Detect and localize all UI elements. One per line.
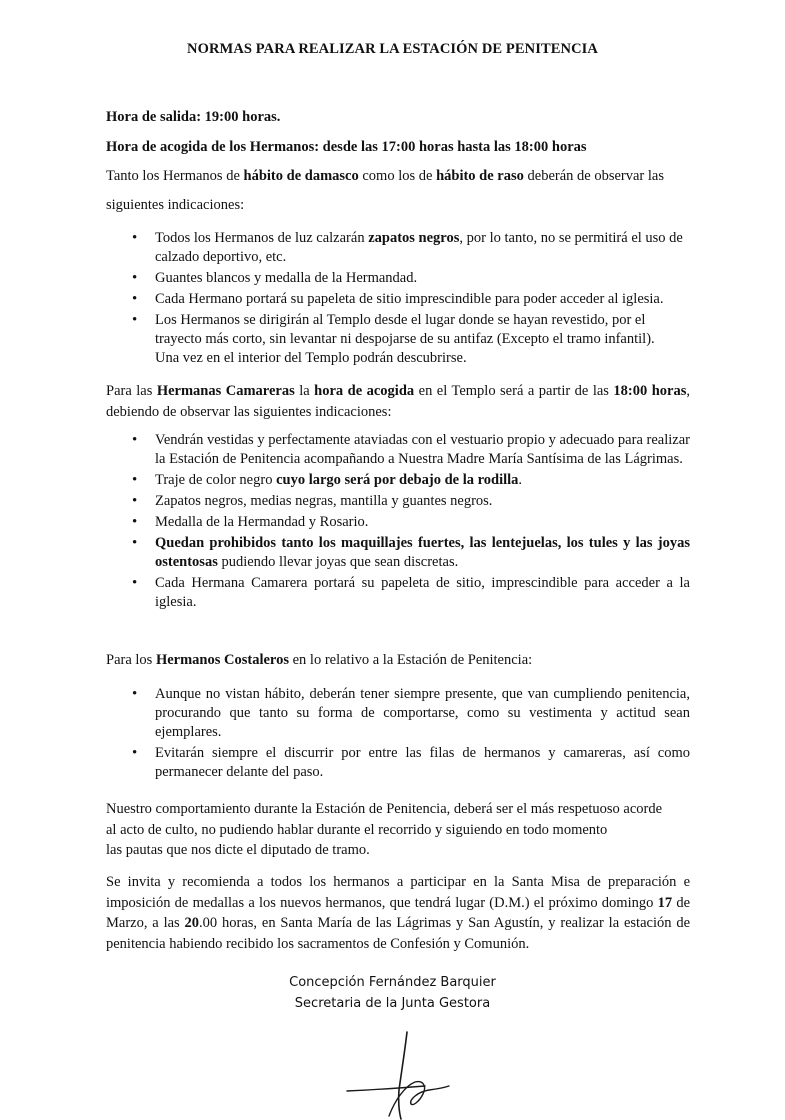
- paragraph-text: Se invita y recomienda a todos los hermanos a participar en la Santa Misa de preparación e imposición de medallas a los nuevos hermanos, que tendrá lugar (D.M.) el próximo domingo: [106, 874, 690, 911]
- intro-text: en lo relativo a la Estación de Penitencia:: [288, 652, 533, 668]
- intro-bold: Hermanas Camareras: [156, 383, 295, 399]
- list-item: • Cada Hermana Camarera portará su papeleta de sitio, imprescindible para acceder a la iglesia.: [106, 574, 690, 612]
- list-item: [106, 534, 690, 572]
- intro-text: como los de: [358, 168, 437, 184]
- list-item: • Aunque no vistan hábito, deberán tener siempre presente, que van cumpliendo penitencia, procurando que tanto su forma de comportarse, como su vestimenta y actitud sean ejemplares.: [106, 685, 690, 742]
- item-bold: zapatos negros: [368, 230, 460, 246]
- paragraph-text: de Marzo, a las: [106, 894, 691, 931]
- signer-name: Concepción Fernández Barquier: [289, 975, 496, 990]
- item-text: pudiendo llevar joyas que sean discretas.: [217, 554, 459, 570]
- intro-bold: hábito de damasco: [243, 168, 359, 184]
- list-item: • Zapatos negros, medias negras, mantilla y guantes negros.: [106, 492, 690, 511]
- hermanos-list: [106, 229, 690, 370]
- list-item: [106, 229, 690, 267]
- item-line: Una vez en el interior del Templo podrán descubrirse.: [155, 350, 467, 366]
- intro-text: deberán de observar las: [523, 168, 664, 184]
- paragraph-line: Nuestro comportamiento durante la Estación de Penitencia, deberá ser el más respetuoso acorde: [106, 801, 663, 817]
- document-title: NORMAS PARA REALIZAR LA ESTACIÓN DE PENITENCIA: [187, 41, 598, 57]
- paragraph-line: las pautas que nos dicte el diputado de tramo.: [106, 842, 370, 858]
- intro-line-1: [106, 166, 690, 187]
- hora-acogida: Hora de acogida de los Hermanos: desde las 17:00 horas hasta las 18:00 horas: [106, 139, 587, 155]
- hora-salida: Hora de salida: 19:00 horas.: [106, 109, 281, 125]
- intro-text: la: [294, 383, 315, 399]
- signer-title: Secretaria de la Junta Gestora: [294, 996, 491, 1011]
- intro-text: Tanto los Hermanos de: [106, 168, 244, 184]
- item-line: Los Hermanos se dirigirán al Templo desde el lugar donde se hayan revestido, por el: [155, 312, 646, 328]
- paragraph-bold: 20: [184, 915, 200, 931]
- intro-text: en el Templo será a partir de las: [414, 383, 614, 399]
- intro-bold: hábito de raso: [436, 168, 524, 184]
- intro-text: Para los: [106, 652, 156, 668]
- intro-text: Para las: [106, 383, 157, 399]
- paragraph-line: al acto de culto, no pudiendo hablar durante el recorrido y siguiendo en todo momento: [106, 821, 608, 838]
- list-item: [106, 471, 690, 490]
- camareras-list: [106, 431, 690, 614]
- item-text: , por lo tanto, no se permitirá el uso de calzado deportivo, etc.: [155, 230, 683, 265]
- handwritten-signature: [345, 1030, 455, 1120]
- item-text: Todos los Hermanos de luz calzarán: [155, 230, 369, 246]
- list-item: • Evitarán siempre el discurrir por entre las filas de hermanos y camareras, así como permanecer delante del paso.: [106, 744, 690, 782]
- list-item: [106, 311, 690, 368]
- list-item: • Medalla de la Hermandad y Rosario.: [106, 513, 690, 532]
- costaleros-list: [106, 685, 690, 784]
- paragraph-text: .00 horas, en Santa María de las Lágrimas y San Agustín, y realizar la estación de penitencia habiendo recibido los sacramentos de Confesión y Comunión.: [106, 915, 691, 952]
- item-bold: cuyo largo será por debajo de la rodilla: [276, 472, 519, 488]
- comportamiento-paragraph: [106, 799, 690, 861]
- list-item: • Cada Hermano portará su papeleta de sitio imprescindible para poder acceder al iglesia.: [106, 290, 690, 309]
- costaleros-intro: [106, 650, 690, 671]
- intro-bold: 18:00 horas: [613, 383, 687, 399]
- invitacion-paragraph: [106, 872, 690, 954]
- list-item: • Vendrán vestidas y perfectamente ataviadas con el vestuario propio y adecuado para realizar la Estación de Penitencia acompañando a Nuestra Madre María Santísima de las Lágrimas.: [106, 431, 690, 469]
- intro-bold: Hermanos Costaleros: [155, 652, 289, 668]
- intro-bold: hora de acogida: [314, 383, 415, 399]
- paragraph-bold: 17: [657, 894, 673, 911]
- item-line: trayecto más corto, sin levantar ni despojarse de su antifaz (Excepto el tramo infantil).: [155, 331, 655, 347]
- list-item: • Guantes blancos y medalla de la Hermandad.: [106, 269, 690, 288]
- intro-text: , debiendo de observar las siguientes indicaciones:: [106, 383, 690, 420]
- intro-line-2: siguientes indicaciones:: [106, 197, 245, 213]
- item-text: .: [518, 472, 523, 488]
- item-text: Traje de color negro: [155, 472, 277, 488]
- camareras-intro: [106, 381, 690, 422]
- item-bold: Quedan prohibidos tanto los maquillajes fuertes, las lentejuelas, los tules y las joyas ostentosas: [155, 535, 690, 570]
